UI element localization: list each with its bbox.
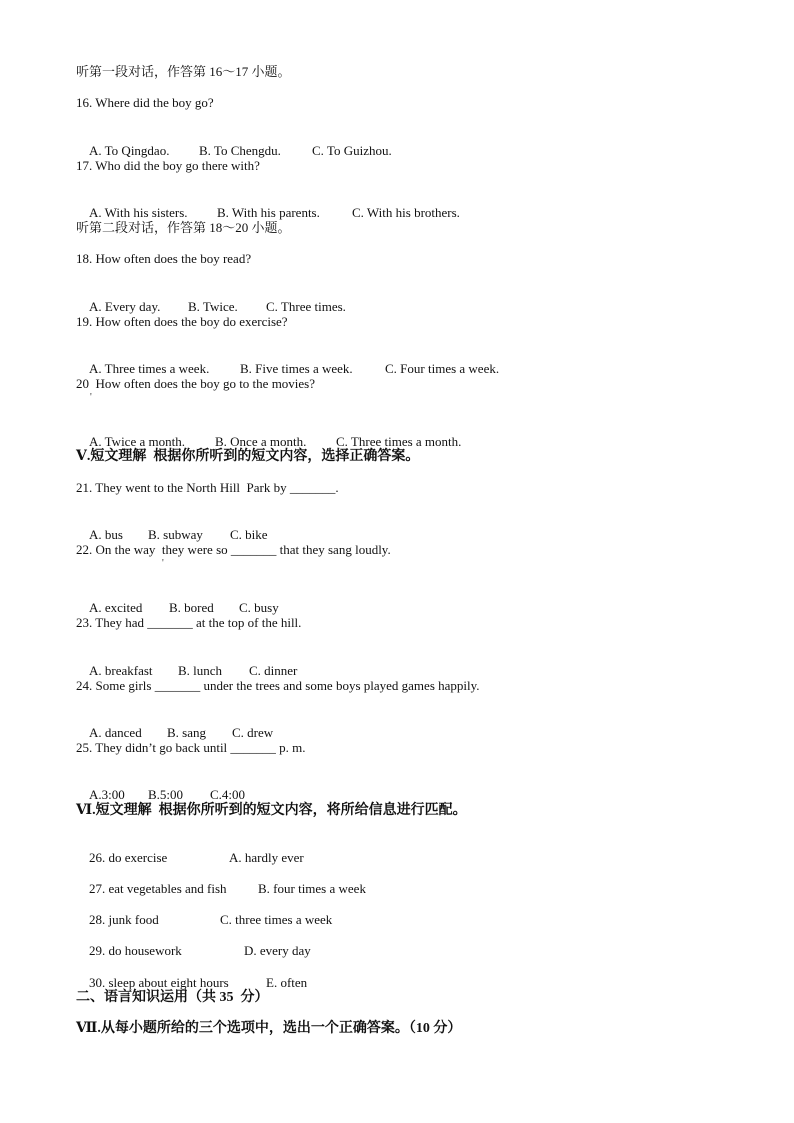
match-item: 30. sleep about eight hours	[89, 975, 229, 990]
option-c: C. Three times.	[266, 299, 346, 314]
question-19: 19. How often does the boy do exercise?	[76, 314, 288, 329]
option-b: B. subway	[148, 527, 203, 542]
option-a: A. breakfast	[89, 663, 153, 678]
option-c: C. Three times a month.	[336, 434, 462, 449]
question-25: 25. They didn’t go back until _______ p. m.	[76, 740, 306, 755]
option-c: C. With his brothers.	[352, 205, 460, 220]
option-a: A. danced	[89, 725, 142, 740]
question-17: 17. Who did the boy go there with?	[76, 158, 260, 173]
option-a: A. Every day.	[89, 299, 161, 314]
section-instruction-1: 听第一段对话，作答第 16～17 小题。	[76, 64, 291, 79]
match-item: 26. do exercise	[89, 850, 168, 865]
match-answer: E. often	[266, 975, 308, 990]
question-23: 23. They had _______ at the top of the hill.	[76, 615, 302, 630]
option-b: B. Once a month.	[215, 434, 307, 449]
option-c: C. Four times a week.	[385, 361, 500, 376]
match-answer: B. four times a week	[258, 881, 366, 896]
option-b: B. With his parents.	[217, 205, 320, 220]
option-b: B. Five times a week.	[240, 361, 353, 376]
option-b: B. sang	[167, 725, 206, 740]
stray-mark: '	[90, 392, 92, 403]
option-c: C. To Guizhou.	[312, 143, 392, 158]
option-a: A. Three times a week.	[89, 361, 210, 376]
option-c: C. busy	[239, 600, 279, 615]
question-24: 24. Some girls _______ under the trees and some boys played games happily.	[76, 678, 480, 693]
question-22: 22. On the way they were so _______ that they sang loudly.	[76, 542, 391, 557]
option-b: B. lunch	[178, 663, 223, 678]
option-b: B.5:00	[148, 787, 184, 802]
section-heading-vi: Ⅵ.短文理解 根据你所听到的短文内容，将所给信息进行匹配。	[76, 803, 467, 818]
part-heading-2: 二、语言知识运用（共 35 分）	[76, 990, 269, 1005]
option-b: B. Twice.	[188, 299, 238, 314]
option-c: C.4:00	[210, 787, 246, 802]
question-20: 20 How often does the boy go to the movies?	[76, 376, 316, 391]
option-a: A. Twice a month.	[89, 434, 185, 449]
match-answer: C. three times a week	[220, 912, 333, 927]
option-b: B. bored	[169, 600, 214, 615]
match-answer: D. every day	[244, 943, 311, 958]
section-heading-v: Ⅴ.短文理解 根据你所听到的短文内容，选择正确答案。	[76, 449, 420, 464]
option-a: A. excited	[89, 600, 143, 615]
option-c: C. drew	[232, 725, 274, 740]
option-a: A.3:00	[89, 787, 125, 802]
match-answer: A. hardly ever	[229, 850, 304, 865]
section-heading-vii: Ⅶ.从每小题所给的三个选项中，选出一个正确答案。（10 分）	[76, 1021, 462, 1036]
option-b: B. To Chengdu.	[199, 143, 281, 158]
option-a: A. bus	[89, 527, 123, 542]
question-16: 16. Where did the boy go?	[76, 95, 214, 110]
stray-mark: '	[162, 558, 164, 569]
match-item: 29. do housework	[89, 943, 182, 958]
option-a: A. To Qingdao.	[89, 143, 170, 158]
question-18: 18. How often does the boy read?	[76, 251, 252, 266]
match-item: 27. eat vegetables and fish	[89, 881, 227, 896]
match-item: 28. junk food	[89, 912, 159, 927]
option-c: C. dinner	[249, 663, 298, 678]
question-21: 21. They went to the North Hill Park by _______.	[76, 480, 339, 495]
option-c: C. bike	[230, 527, 268, 542]
option-a: A. With his sisters.	[89, 205, 188, 220]
section-instruction-2: 听第二段对话，作答第 18～20 小题。	[76, 220, 291, 235]
